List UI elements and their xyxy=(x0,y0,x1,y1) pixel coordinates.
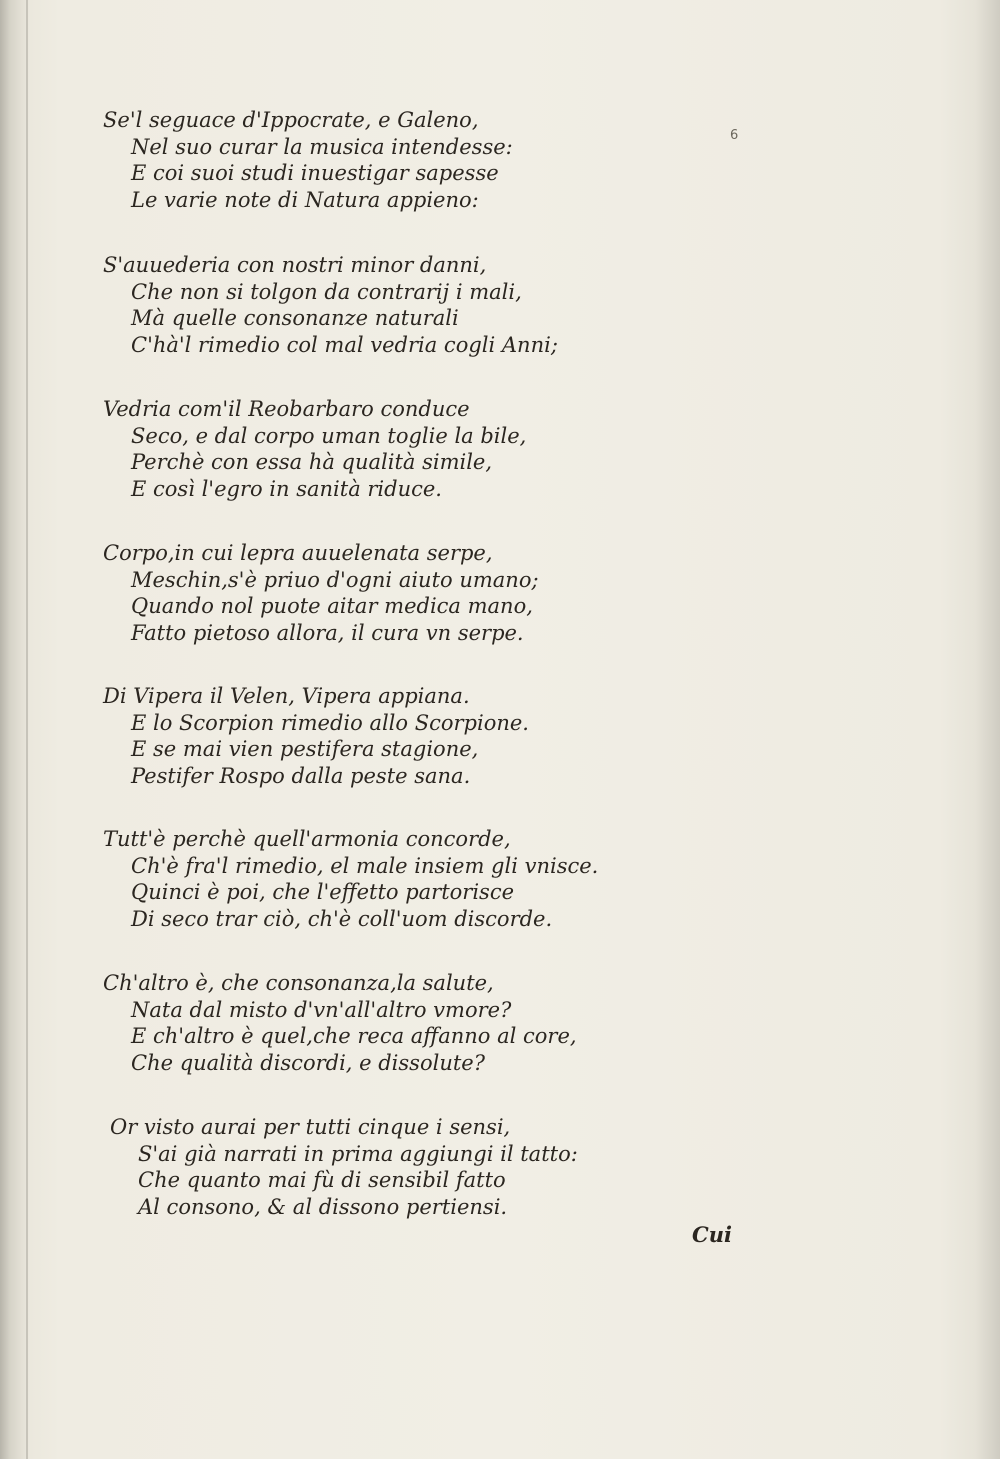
verse-line: Or visto aurai per tutti cinque i sensi, xyxy=(110,1115,511,1139)
verse-line: Pestifer Rospo dalla peste sana. xyxy=(131,763,471,788)
bleed-through-text xyxy=(620,110,920,1260)
binding-edge xyxy=(26,0,28,1459)
verse-line: Meschin,s'è priuo d'ogni aiuto umano; xyxy=(131,567,539,592)
verse-line: E così l'egro in sanità riduce. xyxy=(131,476,442,501)
verse-line: Seco, e dal corpo uman toglie la bile, xyxy=(131,423,527,448)
stanza-5 xyxy=(103,683,529,789)
verse-line: Ch'è fra'l rimedio, el male insiem gli vnisce. xyxy=(131,853,599,878)
verse-line: Nel suo curar la musica intendesse: xyxy=(131,134,513,159)
verse-line: Ch'altro è, che consonanza,la salute, xyxy=(103,971,494,995)
verse-line: Nata dal misto d'vn'all'altro vmore? xyxy=(131,997,512,1022)
verse-line: E lo Scorpion rimedio allo Scorpione. xyxy=(131,710,529,735)
verse-line: Quinci è poi, che l'effetto partorisce xyxy=(131,880,515,904)
stanza-4 xyxy=(103,540,539,646)
stanza-7 xyxy=(103,970,577,1076)
stanza-1 xyxy=(103,107,513,213)
verse-line: Che qualità discordi, e dissolute? xyxy=(131,1050,485,1075)
verse-line: Perchè con essa hà qualità simile, xyxy=(131,450,493,474)
stanza-3 xyxy=(103,396,526,502)
verse-line: C'hà'l rimedio col mal vedria cogli Anni; xyxy=(131,332,558,357)
stanza-6 xyxy=(103,826,598,932)
verse-line: E se mai vien pestifera stagione, xyxy=(131,737,479,761)
verse-line: S'ai già narrati in prima aggiungi il tatto: xyxy=(138,1141,578,1166)
verse-line: Le varie note di Natura appieno: xyxy=(131,187,479,212)
verse-line: Fatto pietoso allora, il cura vn serpe. xyxy=(131,620,524,645)
catchword: Cui xyxy=(692,1222,732,1247)
verse-line: Che quanto mai fù di sensibil fatto xyxy=(138,1168,506,1192)
margin-mark: 6 xyxy=(730,128,739,143)
verse-line: E ch'altro è quel,che reca affanno al core, xyxy=(131,1024,577,1048)
verse-line: Di seco trar ciò, ch'è coll'uom discorde. xyxy=(131,906,553,931)
verse-line: Al consono, & al dissono pertiensi. xyxy=(138,1194,508,1219)
verse-line: Vedria com'il Reobarbaro conduce xyxy=(103,397,470,421)
stanza-8 xyxy=(110,1114,578,1220)
verse-line: Se'l seguace d'Ippocrate, e Galeno, xyxy=(103,108,479,132)
verse-line: S'auuederia con nostri minor danni, xyxy=(103,253,487,277)
verse-line: E coi suoi studi inuestigar sapesse xyxy=(131,161,499,185)
verse-line: Di Vipera il Velen, Vipera appiana. xyxy=(103,684,470,708)
verse-line: Tutt'è perchè quell'armonia concorde, xyxy=(103,827,511,851)
verse-line: Quando nol puote aitar medica mano, xyxy=(131,594,533,618)
verse-line: Corpo,in cui lepra auuelenata serpe, xyxy=(103,541,493,565)
verse-line: Che non si tolgon da contrarij i mali, xyxy=(131,279,522,304)
stanza-2 xyxy=(103,252,558,358)
verse-line: Mà quelle consonanze naturali xyxy=(131,306,459,330)
